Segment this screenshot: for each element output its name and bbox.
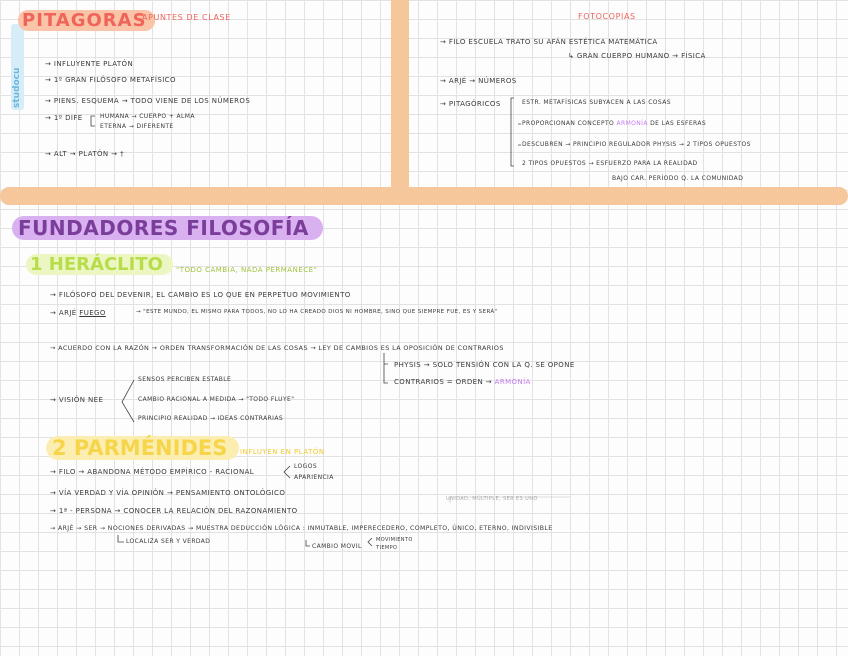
heraclito-note-4: → ACUERDO CON LA RAZÓN → ORDEN TRANSFORMACIÓN DE LAS COSAS → LEY DE CAMBIOS ES LA OPOSICIÓN DE CONTRARIOS xyxy=(50,344,504,352)
parmenides-note-3: APARIENCIA xyxy=(294,474,334,481)
parmenides-note-2: LOGOS xyxy=(294,463,318,470)
heraclito-note-8: SENSOS PERCIBEN ESTABLE xyxy=(138,376,232,383)
parmenides-note-7: LOCALIZA SER Y VERDAD xyxy=(126,538,211,545)
fotocopias-note-5: ESTR. METAFÍSICAS SUBYACEN A LAS COSAS xyxy=(522,99,671,106)
heraclito-note-9: CAMBIO RACIONAL A MEDIDA → "TODO FLUYE" xyxy=(138,396,295,403)
fotocopias-note-4: → PITAGÓRICOS xyxy=(440,100,501,108)
pitagoras-note-4: → 1º DIFE xyxy=(45,114,83,122)
subtitle-fotocopias: FOTOCOPIAS xyxy=(578,12,636,21)
fotocopias-note-9: BAJO CAR. PERÍODO Q. LA COMUNIDAD xyxy=(612,175,744,182)
fotocopias-note-8: 2 TIPOS OPUESTOS → ESFUERZO PARA LA REALIDAD xyxy=(522,160,698,167)
fotocopias-note-7: DESCUBREN → PRINCIPIO REGULADOR PHYSIS → 2 TIPOS OPUESTOS xyxy=(522,141,751,148)
parmenides-note-5: → 1ª - PERSONA → CONOCER LA RELACIÓN DEL RAZONAMIENTO xyxy=(50,507,298,515)
heraclito-quote: "TODO CAMBIA, NADA PERMANECE" xyxy=(176,266,318,274)
pitagoras-note-6: ETERNA → DIFERENTE xyxy=(100,123,174,130)
parmenides-note-10: TIEMPO xyxy=(376,545,398,551)
fotocopias-note-6a: PROPORCIONAN CONCEPTO ARMONÍA DE LAS ESFERAS xyxy=(522,120,707,127)
watermark-text: studocu xyxy=(12,67,22,108)
pitagoras-note-2: → 1º GRAN FILÓSOFO METAFÍSICO xyxy=(45,76,176,84)
pitagoras-note-3: → PIENS. ESQUEMA → TODO VIENE DE LOS NÚMEROS xyxy=(45,97,251,105)
title-heraclito: 1 HERÁCLITO xyxy=(26,254,173,275)
heraclito-note-1: → FILÓSOFO DEL DEVENIR, EL CAMBIO ES LO QUE EN PERPETUO MOVIMIENTO xyxy=(50,291,351,299)
heraclito-note-5: PHYSIS → SOLO TENSIÓN CON LA Q. SE OPONE xyxy=(394,361,575,369)
title-fundadores: FUNDADORES FILOSOFÍA xyxy=(12,216,323,240)
parmenides-note-11: UNIDAD, MÚLTIPLE, SER ES UNO xyxy=(446,496,538,502)
fotocopias-note-1: → FILO ESCUELA TRATO SU AFÁN ESTÉTICA MATEMÁTICA xyxy=(440,38,658,46)
fotocopias-note-3: → ARJÉ → NÚMEROS xyxy=(440,77,517,85)
parmenides-note-9: MOVIMIENTO xyxy=(376,537,413,543)
parmenides-quote: INFLUYEN EN PLATÓN xyxy=(240,448,325,456)
pitagoras-note-7: → ALT → PLATÓN → † xyxy=(45,150,124,158)
fotocopias-note-2: ↳ GRAN CUERPO HUMANO → FÍSICA xyxy=(568,52,706,60)
heraclito-note-6: CONTRARIOS = ORDEN → ARMONÍA xyxy=(394,378,531,386)
pitagoras-note-1: → INFLUYENTE PLATÓN xyxy=(45,60,134,68)
pitagoras-note-5: HUMANA → CUERPO + ALMA xyxy=(100,113,195,120)
heraclito-note-7: → VISIÓN NEE xyxy=(50,396,104,404)
heraclito-note-10: PRINCIPIO REALIDAD → IDEAS CONTRARIAS xyxy=(138,415,284,422)
parmenides-note-4: → VÍA VERDAD Y VÍA OPINIÓN → PENSAMIENTO ONTOLÓGICO xyxy=(50,489,286,497)
parmenides-note-6: → ARJÉ → SER → NOCIONES DERIVADAS → MUESTRA DEDUCCIÓN LÓGICA : INMUTABLE, IMPERECEDERO, COMPLETO, ÚNICO, ETERNO, INDIVISIBLE xyxy=(50,525,553,532)
subtitle-apuntes: APUNTES DE CLASE xyxy=(142,13,231,22)
parmenides-note-1: → FILO → ABANDONA MÉTODO EMPÍRICO - RACIONAL xyxy=(50,468,255,476)
title-parmenides: 2 PARMÉNIDES xyxy=(46,436,239,460)
title-pitagoras: PITAGORAS xyxy=(18,10,155,31)
heraclito-note-2: → ARJÉ FUEGO xyxy=(50,309,106,317)
parmenides-note-8: CAMBIO MOVIL xyxy=(312,543,362,550)
heraclito-note-3: → "ESTE MUNDO, EL MISMO PARA TODOS, NO LO HA CREADO DIOS NI HOMBRE, SINO QUE SIEMPRE FUE, ES Y SERÁ" xyxy=(136,309,498,315)
